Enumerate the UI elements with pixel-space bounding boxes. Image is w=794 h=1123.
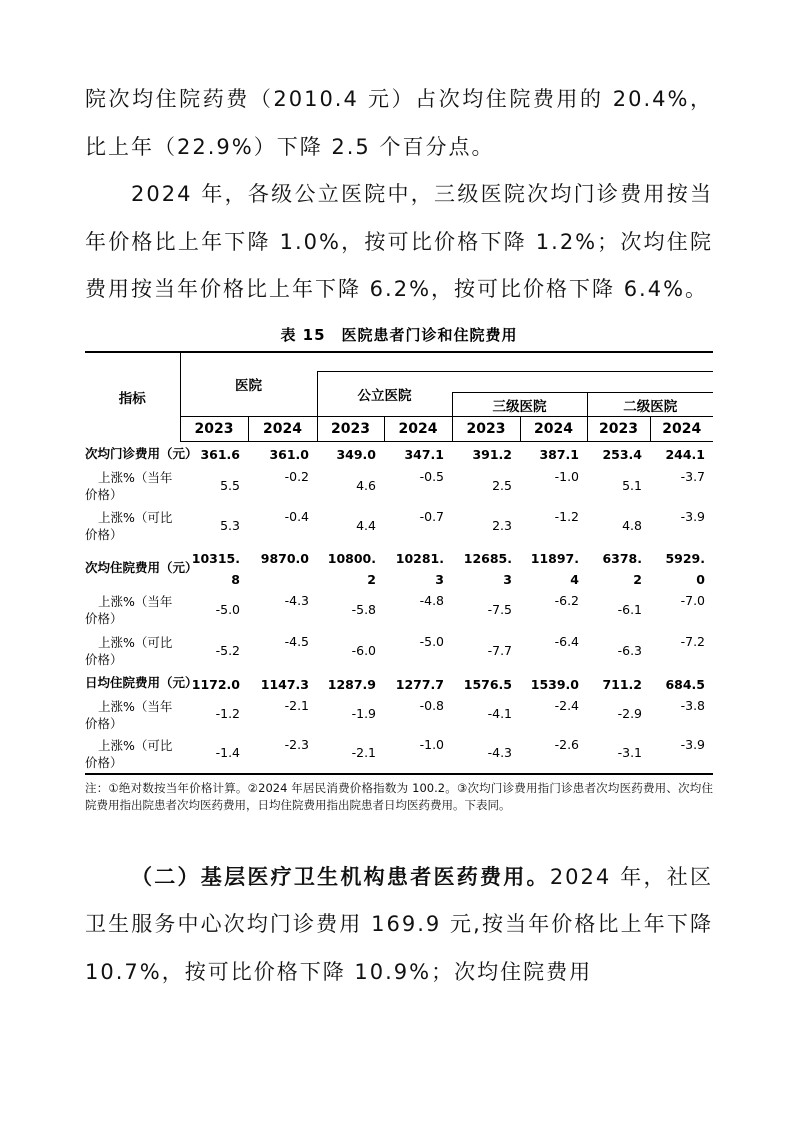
table-cell: 391.2 [472,447,512,462]
table-cell: 349.0 [336,447,376,462]
table-cell: -6.2 [554,592,579,608]
table-row [85,506,713,546]
table-cell: 684.5 [665,676,705,692]
header-year-col3: 2023 [317,417,384,442]
table-cell: 5.5 [220,477,240,493]
table-cell: 5.3 [220,517,240,533]
header-year-col1: 2023 [180,417,248,442]
row-label-text: 上涨%（当年价格） [85,698,173,731]
paragraph-public-hospital-fees: 2024 年，各级公立医院中，三级医院次均门诊费用按当年价格比上年下降 1.0%，按可比价格下降 1.2%；次均住院费用按当年价格比上年下降 6.2%，按可比价格下降 6.4%。 [85,182,713,301]
row-label-text: 次均门诊费用（元） [85,445,198,461]
table-cell: -2.3 [248,734,317,774]
table-cell: 1576.5 [463,676,512,692]
table-cell: 253.4 [602,447,642,462]
table-cell: 10281.3 [395,550,444,587]
table-cell: -2.1 [284,697,309,713]
header-year-col5: 2023 [452,417,520,442]
table-row [85,631,713,672]
table-cell: 361.6 [200,447,240,462]
table-cell: 1287.9 [327,676,376,692]
table-cell: 347.1 [404,447,444,462]
table-cell: -3.9 [650,734,713,774]
header-row-years [85,417,713,442]
table-cell: 361.0 [269,447,309,462]
page-content [85,0,713,996]
table-cell: -0.7 [419,508,444,524]
table-cell: -5.0 [419,633,444,649]
row-label [85,466,180,506]
table-cell: 2.3 [492,517,512,533]
table-cell: -4.3 [284,592,309,608]
table-cell: 10315.8 [191,550,240,587]
table-cell: -7.0 [680,592,705,608]
table-cell: 2.5 [492,477,512,493]
row-label [85,590,180,631]
table-row [85,442,713,466]
row-label [85,672,198,695]
header-year-col2: 2024 [248,417,317,442]
row-label [85,695,180,734]
table-cell: -2.1 [317,734,384,774]
table-cell: 12685.3 [463,550,512,587]
table-cell: 4.6 [356,477,376,493]
table-cell: -2.4 [554,697,579,713]
row-label [85,546,198,590]
table-row [85,466,713,506]
header-group-tier2: 二级医院 [587,393,713,417]
header-group-hospital: 医院 [180,352,317,417]
table-cell: -6.4 [554,633,579,649]
paragraph-grassroots-fees [85,854,713,997]
row-label [85,631,180,672]
table-cell: 5.1 [622,477,642,493]
table-cell: -7.7 [487,643,512,658]
table-cell: -5.8 [351,602,376,617]
table-cell: -0.8 [419,697,444,713]
table-cell: 4.4 [356,517,376,533]
table-cell: 9870.0 [260,550,309,566]
row-label-text: 上涨%（可比价格） [85,509,173,542]
table-cell: 244.1 [665,447,705,462]
row-label [85,442,198,466]
table-cell: 1539.0 [530,676,579,692]
table-cell: -3.1 [587,734,650,774]
row-label-text: 日均住院费用（元） [85,675,198,690]
row-label-text: 次均住院费用（元） [85,559,198,575]
table-cell: -0.5 [419,468,444,484]
table-cell: 1147.3 [260,676,309,692]
table-cell: 711.2 [602,676,642,692]
table-row [85,734,713,774]
paragraph-lead-bold: （二）基层医疗卫生机构患者医药费用。 [131,864,550,889]
row-label-text: 上涨%（当年价格） [85,469,173,502]
table-row [85,695,713,734]
header-year-col7: 2023 [587,417,650,442]
table-cell: -4.5 [284,633,309,649]
table-row [85,590,713,631]
table-cell: -4.8 [419,592,444,608]
header-spacer-top [317,352,713,372]
table-cell: -6.1 [617,602,642,617]
table-cell: 387.1 [539,447,579,462]
header-year-col6: 2024 [520,417,587,442]
table-cell: -0.2 [284,468,309,484]
header-year-col4: 2024 [384,417,452,442]
table-cell: -4.3 [452,734,520,774]
header-spacer-mid [452,372,713,393]
table-row [85,546,713,590]
header-row-1 [85,352,713,372]
header-group-tier3: 三级医院 [452,393,587,417]
table-cell: -1.2 [554,508,579,524]
row-label-text: 上涨%（当年价格） [85,593,173,626]
paragraph-lead-rest: 2024 年，社区卫生服务中心次均门诊费用 169.9 元,按当年价格比上年下降 10.7%，按可比价格下降 10.9%；次均住院费用 [85,864,713,984]
table-cell: -1.9 [351,706,376,721]
table-cell: -1.0 [554,468,579,484]
table-cell: 1277.7 [395,676,444,692]
table-cell: -5.2 [215,643,240,658]
table-cell: 10800.2 [327,550,376,587]
table-cell: -3.7 [680,468,705,484]
table-cell: -0.4 [284,508,309,524]
table-row [85,672,713,695]
table-cell: 5929.0 [665,550,705,587]
table-cell: -4.1 [487,706,512,721]
table-cell: 4.8 [622,517,642,533]
header-year-col8: 2024 [650,417,713,442]
table-cell: 11897.4 [530,550,579,587]
table-cell: 1172.0 [191,676,240,692]
header-group-public: 公立医院 [317,372,452,417]
table-cell: -1.4 [180,734,248,774]
table-cell: 6378.2 [602,550,642,587]
fee-table [85,351,713,775]
table-cell: -6.3 [617,643,642,658]
row-label [85,506,180,546]
table-cell: -7.5 [487,602,512,617]
table-cell: -1.0 [384,734,452,774]
table-cell: -3.8 [680,697,705,713]
table-note: 注：①绝对数按当年价格计算。②2024 年居民消费价格指数为 100.2。③次均门诊费用指门诊患者次均医药费用、次均住院费用指出院患者次均医药费用，日均住院费用指出院患者日均医药费用。下表同。 [85,780,713,812]
table-cell: -7.2 [680,633,705,649]
row-label-text: 上涨%（可比价格） [85,737,173,770]
row-label-text: 上涨%（可比价格） [85,634,173,667]
row-label [85,734,180,774]
table-cell: -6.0 [351,643,376,658]
header-indicator: 指标 [85,352,180,442]
table-cell: -2.9 [617,706,642,721]
paragraph-hospital-drug-fee: 院次均住院药费（2010.4 元）占次均住院费用的 20.4%，比上年（22.9%）下降 2.5 个百分点。 [85,87,713,159]
table-cell: -5.0 [215,602,240,617]
table-cell: -1.2 [215,706,240,721]
table-cell: -2.6 [520,734,587,774]
table-title: 表 15 医院患者门诊和住院费用 [280,325,518,344]
table-cell: -3.9 [680,508,705,524]
